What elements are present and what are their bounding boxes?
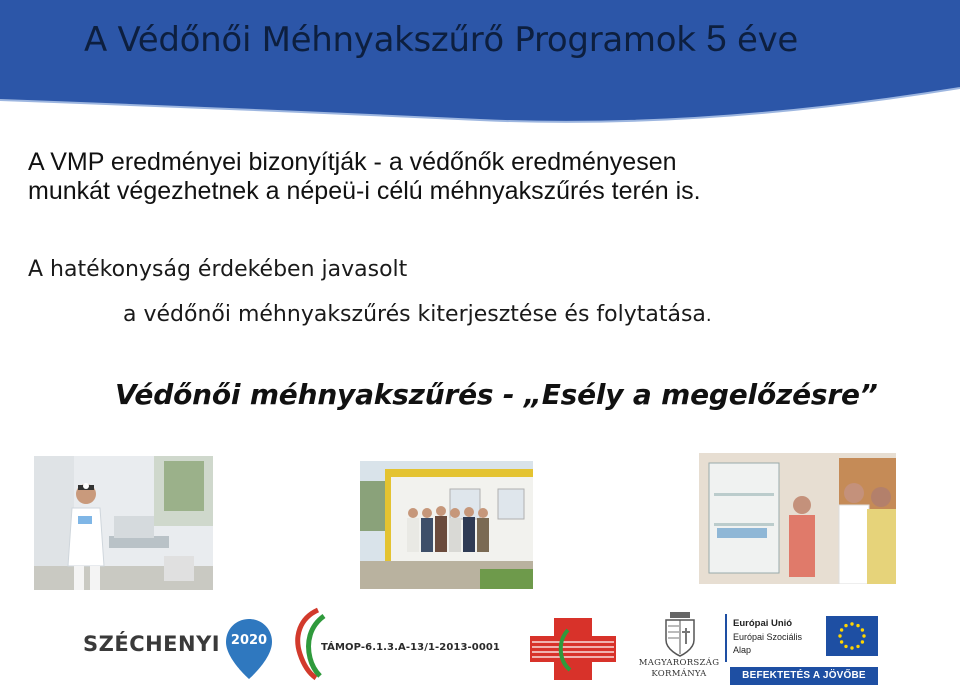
szechenyi-logo-text: SZÉCHENYI — [83, 632, 221, 656]
tamop-code: TÁMOP-6.1.3.A-13/1-2013-0001 — [321, 642, 500, 653]
eu-fund-text: Európai Szociális — [733, 632, 803, 642]
results-line-2: munkát végezhetnek a népeü-i célú méhnyakszűrés terén is. — [28, 177, 701, 205]
szechenyi-2020-logo — [224, 617, 274, 681]
results-line-1: A VMP eredményei bizonyítják - a védőnők eredményesen — [28, 148, 677, 176]
slogan: Védőnői méhnyakszűrés - „Esély a megelőzésre” — [115, 378, 878, 411]
kormany-line-2: KORMÁNYA — [651, 669, 707, 679]
recommendation-text: a védőnői méhnyakszűrés kiterjesztése és folytatása. — [123, 302, 712, 327]
eu-divider — [725, 614, 727, 662]
slide-title: A Védőnői Méhnyakszűrő Programok 5 éve — [84, 18, 799, 60]
photo-group-outdoor — [360, 461, 533, 589]
eu-banner: BEFEKTETÉS A JÖVŐBE — [730, 667, 878, 685]
photo-clinic-women — [699, 453, 896, 584]
kormany-text — [633, 658, 725, 680]
health-cross-logo — [528, 616, 618, 682]
kormany-line-1: MAGYARORSZÁG — [638, 658, 720, 668]
eu-flag-icon — [826, 616, 878, 656]
eu-union-text: Európai Unió — [733, 618, 793, 629]
eu-fund-text-2: Alap — [733, 645, 752, 655]
szechenyi-year: 2020 — [230, 633, 268, 648]
efficiency-text: A hatékonyság érdekében javasolt — [28, 257, 408, 282]
photo-exam-room — [34, 456, 213, 590]
coat-of-arms-icon — [660, 610, 700, 658]
results-paragraph — [28, 148, 701, 206]
